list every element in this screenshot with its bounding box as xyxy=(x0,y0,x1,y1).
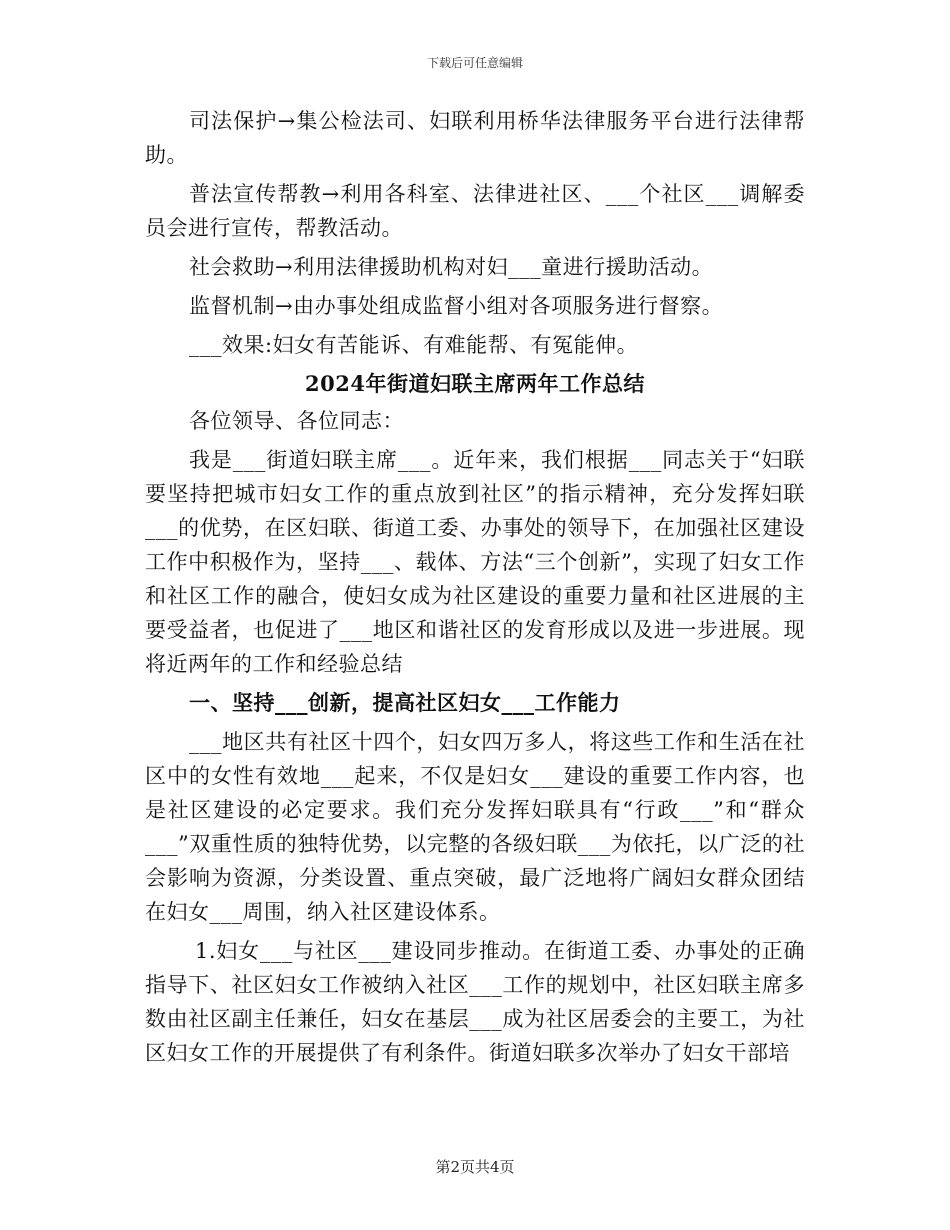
paragraph-legal-education: 普法宣传帮教→利用各科室、法律进社区、___个社区___调解委员会进行宣传，帮教活动。 xyxy=(145,182,805,240)
greeting: 各位领导、各位同志： xyxy=(189,409,404,433)
paragraph-supervision: 监督机制→由办事处组成监督小组对各项服务进行督察。 xyxy=(189,294,724,318)
paragraph-judicial-protection: 司法保护→集公检法司、妇联利用桥华法律服务平台进行法律帮助。 xyxy=(145,109,805,167)
section-1-paragraph: ___地区共有社区十四个，妇女四万多人，将这些工作和生活在社区中的女性有效地___起来，不仅是妇女___建设的重要工作内容，也是社区建设的必定要求。我们充分发挥妇联具有“行政___”和“群众___”双重性质的独特优势，以完整的各级妇联___为依托，以广泛的社会影响为资源，分类设置、重点突破，最广泛地将广阔妇女群众团结在妇女___周围，纳入社区建设体系。 xyxy=(145,730,805,924)
intro-paragraph: 我是___街道妇联主席___。近年来，我们根据___同志关于“妇联要坚持把城市妇女工作的重点放到社区”的指示精神，充分发挥妇联___的优势，在区妇联、街道工委、办事处的领导下，在加强社区建设工作中积极作为，坚持___、载体、方法“三个创新”，实现了妇女工作和社区工作的融合，使妇女成为社区建设的重要力量和社区进展的主要受益者，也促进了___地区和谐社区的发育形成以及进一步进展。现将近两年的工作和经验总结 xyxy=(145,448,805,676)
document-title: 2024年街道妇联主席两年工作总结 xyxy=(305,371,645,396)
document-body xyxy=(145,104,805,1075)
numbered-item-1: 1.妇女___与社区___建设同步推动。在街道工委、办事处的正确指导下、社区妇女工作被纳入社区___工作的规划中，社区妇联主席多数由社区副主任兼任，妇女在基层___成为社区居委会的主要工，为社区妇女工作的开展提供了有利条件。街道妇联多次举办了妇女干部培 xyxy=(145,939,805,1065)
page-header: 下载后可任意编辑 xyxy=(426,56,523,70)
paragraph-social-assistance: 社会救助→利用法律援助机构对妇___童进行援助活动。 xyxy=(189,255,714,279)
page-footer: 第2页共4页 xyxy=(435,1158,515,1176)
paragraph-effect: ___效果:妇女有苦能诉、有难能帮、有冤能伸。 xyxy=(189,333,639,357)
section-heading-1: 一、坚持___创新，提高社区妇女___工作能力 xyxy=(189,690,621,715)
